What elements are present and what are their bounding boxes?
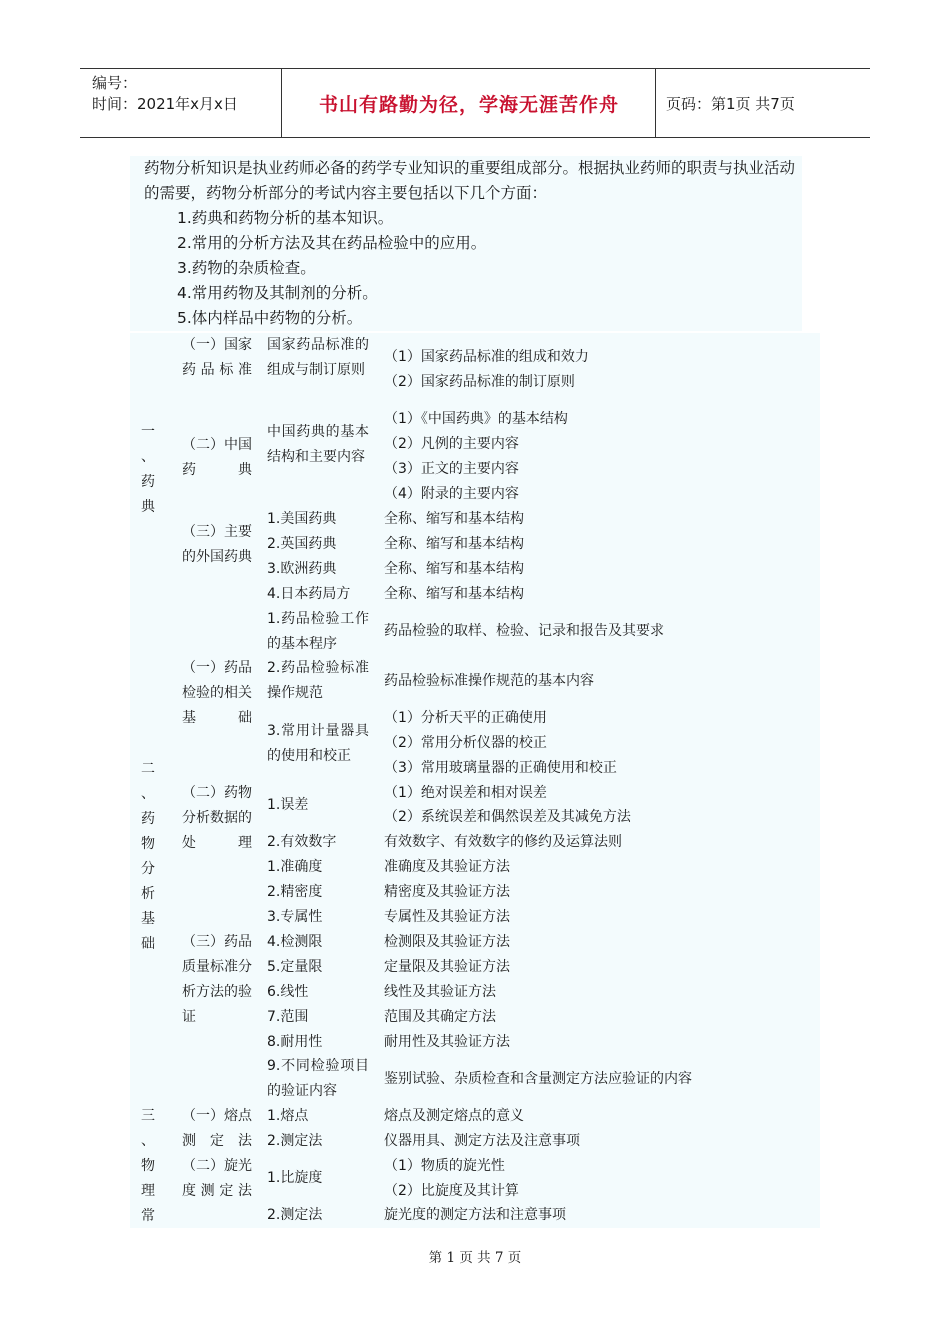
requirement-text: （1）物质的旋光性 xyxy=(384,1158,505,1174)
requirement-text: 全称、缩写和基本结构 xyxy=(384,586,524,602)
subunit-label: （二）药物分析数据的处理 xyxy=(182,785,252,851)
element-text: 中国药典的基本结构和主要内容 xyxy=(267,424,369,465)
requirement-text: 耐用性及其验证方法 xyxy=(384,1034,510,1050)
intro-paragraph: 药物分析知识是执业药师必备的药学专业知识的重要组成部分。根据执业药师的职责与执业活动的需要，药物分析部分的考试内容主要包括以下几个方面： xyxy=(144,159,796,202)
requirement-text: 范围及其确定方法 xyxy=(384,1009,496,1025)
subunit-label: （二）中国药典 xyxy=(182,437,252,478)
requirement-text: 仪器用具、测定方法及注意事项 xyxy=(384,1133,580,1149)
element-text: 7.范围 xyxy=(267,1009,309,1025)
header-page-number: 页码：第1页 共7页 xyxy=(666,94,795,113)
requirement-text: （1）国家药品标准的组成和效力 xyxy=(384,349,589,365)
element-text: 1.药品检验工作的基本程序 xyxy=(267,611,369,652)
element-text: 3.欧洲药典 xyxy=(267,561,337,577)
requirement-text: （2）国家药品标准的制订原则 xyxy=(384,374,575,390)
subunit-label: （一）药品检验的相关基础 xyxy=(182,660,252,726)
element-text: 9.不同检验项目的验证内容 xyxy=(267,1058,369,1099)
unit-char: 、 xyxy=(141,449,155,465)
intro-item: 3.药物的杂质检查。 xyxy=(177,259,316,277)
element-text: 2.药品检验标准操作规范 xyxy=(267,660,369,701)
unit-char: 药 xyxy=(141,474,155,490)
requirement-text: 准确度及其验证方法 xyxy=(384,859,510,875)
element-text: 6.线性 xyxy=(267,984,309,1000)
element-text: 8.耐用性 xyxy=(267,1034,323,1050)
unit-2-label xyxy=(138,757,158,957)
unit-char: 一 xyxy=(141,424,155,440)
unit-char: 、 xyxy=(141,786,155,802)
requirement-text: 线性及其验证方法 xyxy=(384,984,496,1000)
requirement-text: 检测限及其验证方法 xyxy=(384,934,510,950)
syllabus-table xyxy=(130,333,820,1228)
requirement-text: 定量限及其验证方法 xyxy=(384,959,510,975)
unit-char: 三 xyxy=(141,1108,155,1124)
unit-char: 础 xyxy=(141,936,155,952)
doc-date: 时间：2021年x月x日 xyxy=(92,95,238,113)
requirement-text: 有效数字、有效数字的修约及运算法则 xyxy=(384,834,622,850)
subunit-label: （三）药品质量标准分析方法的验证 xyxy=(182,934,252,1025)
element-text: 2.测定法 xyxy=(267,1207,323,1223)
element-text: 2.英国药典 xyxy=(267,536,337,552)
intro-item: 5.体内样品中药物的分析。 xyxy=(177,309,363,327)
requirement-text: （1）绝对误差和相对误差 xyxy=(384,785,547,801)
unit-3-label xyxy=(138,1104,158,1229)
element-text: 4.日本药局方 xyxy=(267,586,351,602)
unit-char: 药 xyxy=(141,811,155,827)
unit-char: 分 xyxy=(141,861,155,877)
unit-char: 析 xyxy=(141,886,155,902)
unit-char: 二 xyxy=(141,761,155,777)
requirement-text: 鉴别试验、杂质检查和含量测定方法应验证的内容 xyxy=(384,1071,692,1087)
subunit-label: （一）熔点测定法 xyxy=(182,1108,252,1149)
element-text: 2.有效数字 xyxy=(267,834,337,850)
element-text: 5.定量限 xyxy=(267,959,323,975)
requirement-text: 全称、缩写和基本结构 xyxy=(384,536,524,552)
requirement-text: （2）常用分析仪器的校正 xyxy=(384,735,547,751)
intro-section xyxy=(130,156,802,331)
unit-1-label xyxy=(138,420,158,520)
requirement-text: 药品检验标准操作规范的基本内容 xyxy=(384,673,594,689)
requirement-text: （2）比旋度及其计算 xyxy=(384,1183,519,1199)
element-text: 1.比旋度 xyxy=(267,1170,323,1186)
page-footer: 第 1 页 共 7 页 xyxy=(428,1250,522,1266)
unit-char: 理 xyxy=(141,1183,155,1199)
requirement-text: （1）分析天平的正确使用 xyxy=(384,710,547,726)
unit-char: 基 xyxy=(141,911,155,927)
element-text: 2.测定法 xyxy=(267,1133,323,1149)
element-text: 1.熔点 xyxy=(267,1108,309,1124)
requirement-text: 旋光度的测定方法和注意事项 xyxy=(384,1207,566,1223)
requirement-text: 全称、缩写和基本结构 xyxy=(384,561,524,577)
requirement-text: 药品检验的取样、检验、记录和报告及其要求 xyxy=(384,623,664,639)
unit-char: 典 xyxy=(141,499,155,515)
header-meta xyxy=(80,69,282,137)
element-text: 4.检测限 xyxy=(267,934,323,950)
doc-number-label: 编号： xyxy=(92,74,138,92)
subunit-label: （一）国家药品标准 xyxy=(182,337,252,378)
element-text: 3.常用计量器具的使用和校正 xyxy=(267,723,369,764)
page-header xyxy=(80,68,870,138)
header-motto: 书山有路勤为径，学海无涯苦作舟 xyxy=(283,69,656,137)
requirement-text: （4）附录的主要内容 xyxy=(384,486,519,502)
unit-char: 物 xyxy=(141,1158,155,1174)
intro-item: 1.药典和药物分析的基本知识。 xyxy=(177,209,394,227)
requirement-text: 专属性及其验证方法 xyxy=(384,909,510,925)
unit-char: 常 xyxy=(141,1208,155,1224)
element-text: 1.误差 xyxy=(267,797,309,813)
requirement-text: 全称、缩写和基本结构 xyxy=(384,511,524,527)
element-text: 国家药品标准的组成与制订原则 xyxy=(267,337,369,378)
unit-char: 物 xyxy=(141,836,155,852)
intro-item: 2.常用的分析方法及其在药品检验中的应用。 xyxy=(177,234,487,252)
requirement-text: （2）凡例的主要内容 xyxy=(384,436,519,452)
element-text: 1.美国药典 xyxy=(267,511,337,527)
element-text: 3.专属性 xyxy=(267,909,323,925)
requirement-text: （3）正文的主要内容 xyxy=(384,461,519,477)
requirement-text: 熔点及测定熔点的意义 xyxy=(384,1108,524,1124)
element-text: 2.精密度 xyxy=(267,884,323,900)
subunit-label: （二）旋光度测定法 xyxy=(182,1158,252,1199)
requirement-text: （2）系统误差和偶然误差及其减免方法 xyxy=(384,809,631,825)
subunit-label: （三）主要的外国药典 xyxy=(182,524,252,565)
intro-item: 4.常用药物及其制剂的分析。 xyxy=(177,284,378,302)
requirement-text: 精密度及其验证方法 xyxy=(384,884,510,900)
requirement-text: （3）常用玻璃量器的正确使用和校正 xyxy=(384,760,617,776)
element-text: 1.准确度 xyxy=(267,859,323,875)
requirement-text: （1）《中国药典》的基本结构 xyxy=(384,411,568,427)
unit-char: 、 xyxy=(141,1133,155,1149)
